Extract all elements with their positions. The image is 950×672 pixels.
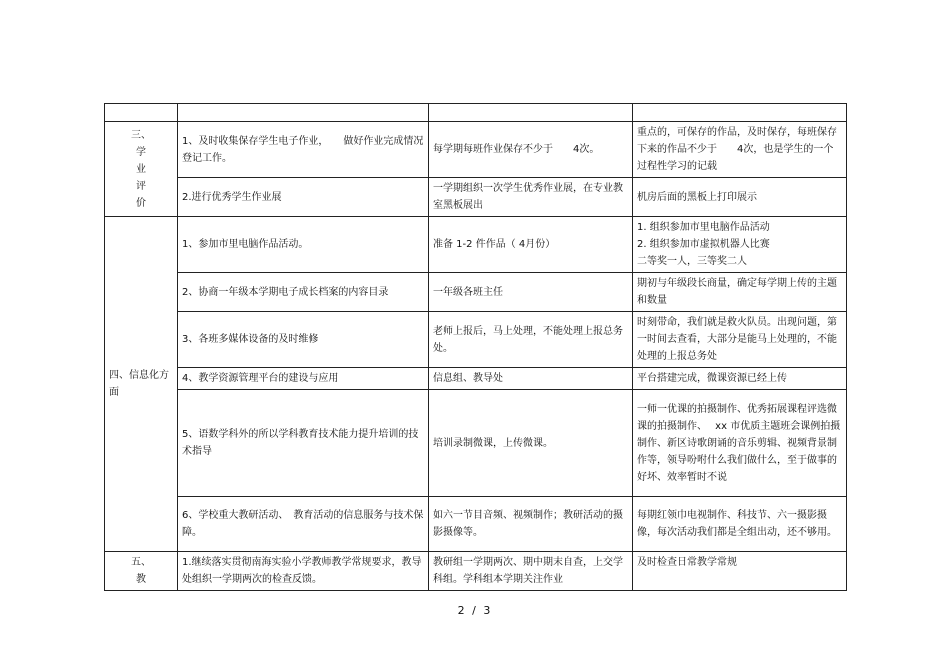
task-cell: 2.进行优秀学生作业展	[178, 178, 429, 217]
table-row	[105, 217, 847, 273]
result-cell: 平台搭建完成，微课资源已经上传	[633, 368, 847, 390]
result-cell: 重点的，可保存的作品，及时保存，每班保存下来的作品不少于 4次，也是学生的一个过程性学习的记载	[633, 122, 847, 178]
task-cell: 1.继续落实贯彻南海实验小学教师教学常规要求，教导处组织一学期两次的检查反馈。	[178, 552, 429, 591]
measure-cell: 教研组一学期两次、期中期末自查，上交学科组。学科组本学期关注作业	[429, 552, 633, 591]
result-cell: 一师一优课的拍摄制作、优秀拓展课程评选微课的拍摄制作、 xx 市优质主题班会课例拍摄制作、新区诗歌朗诵的音乐剪辑、视频背景制作等，领导吩咐什么我们做什么，至于做事的好坏、效率暂时不说	[633, 390, 847, 497]
table-row	[105, 273, 847, 312]
result-cell: 机房后面的黑板上打印展示	[633, 178, 847, 217]
measure-cell: 一学期组织一次学生优秀作业展，在专业教室黑板展出	[429, 178, 633, 217]
task-cell: 3、各班多媒体设备的及时维修	[178, 312, 429, 368]
table-header-row	[105, 104, 847, 122]
table-row	[105, 122, 847, 178]
table-row	[105, 312, 847, 368]
page-number: 2 / 3	[457, 604, 493, 617]
measure-cell: 培训录制微课，上传微课。	[429, 390, 633, 497]
measure-cell: 如六一节目音频、视频制作；教研活动的摄影摄像等。	[429, 497, 633, 552]
task-cell: 6、学校重大教研活动、 教育活动的信息服务与技术保障。	[178, 497, 429, 552]
table-row	[105, 178, 847, 217]
result-cell: 1. 组织参加市里电脑作品活动 2. 组织参加市虚拟机器人比赛 二等奖一人，三等奖二人	[633, 217, 847, 273]
task-cell: 1、及时收集保存学生电子作业， 做好作业完成情况登记工作。	[178, 122, 429, 178]
category-cell-informatization: 四、信息化方面	[105, 217, 178, 552]
table-row	[105, 552, 847, 591]
task-cell: 2、协商一年级本学期电子成长档案的内容目录	[178, 273, 429, 312]
result-cell: 及时检查日常教学常规	[633, 552, 847, 591]
header-cell-1	[105, 104, 178, 122]
table-row	[105, 368, 847, 390]
category-cell-teaching: 五、 教	[105, 552, 178, 591]
header-cell-4	[633, 104, 847, 122]
result-cell: 每期红领巾电视制作、科技节、六一摄影摄像，每次活动我们都是全组出动，还不够用。	[633, 497, 847, 552]
table-row	[105, 497, 847, 552]
work-plan-table	[104, 103, 847, 591]
task-cell: 1、参加市里电脑作品活动。	[178, 217, 429, 273]
header-cell-3	[429, 104, 633, 122]
measure-cell: 每学期每班作业保存不少于 4次。	[429, 122, 633, 178]
table-row	[105, 390, 847, 497]
result-cell: 时刻带命，我们就是救火队员。出现问题，第一时间去查看，大部分是能马上处理的，不能处理的上报总务处	[633, 312, 847, 368]
measure-cell: 信息组、教导处	[429, 368, 633, 390]
task-cell: 5、语数学科外的所以学科教育技术能力提升培训的技术指导	[178, 390, 429, 497]
task-cell: 4、教学资源管理平台的建设与应用	[178, 368, 429, 390]
measure-cell: 准备 1-2 件作品（ 4月份）	[429, 217, 633, 273]
header-cell-2	[178, 104, 429, 122]
measure-cell: 老师上报后，马上处理，不能处理上报总务处。	[429, 312, 633, 368]
measure-cell: 一年级各班主任	[429, 273, 633, 312]
category-cell-academic-evaluation: 三、 学 业 评 价	[105, 122, 178, 217]
result-cell: 期初与年级段长商量，确定每学期上传的主题和数量	[633, 273, 847, 312]
